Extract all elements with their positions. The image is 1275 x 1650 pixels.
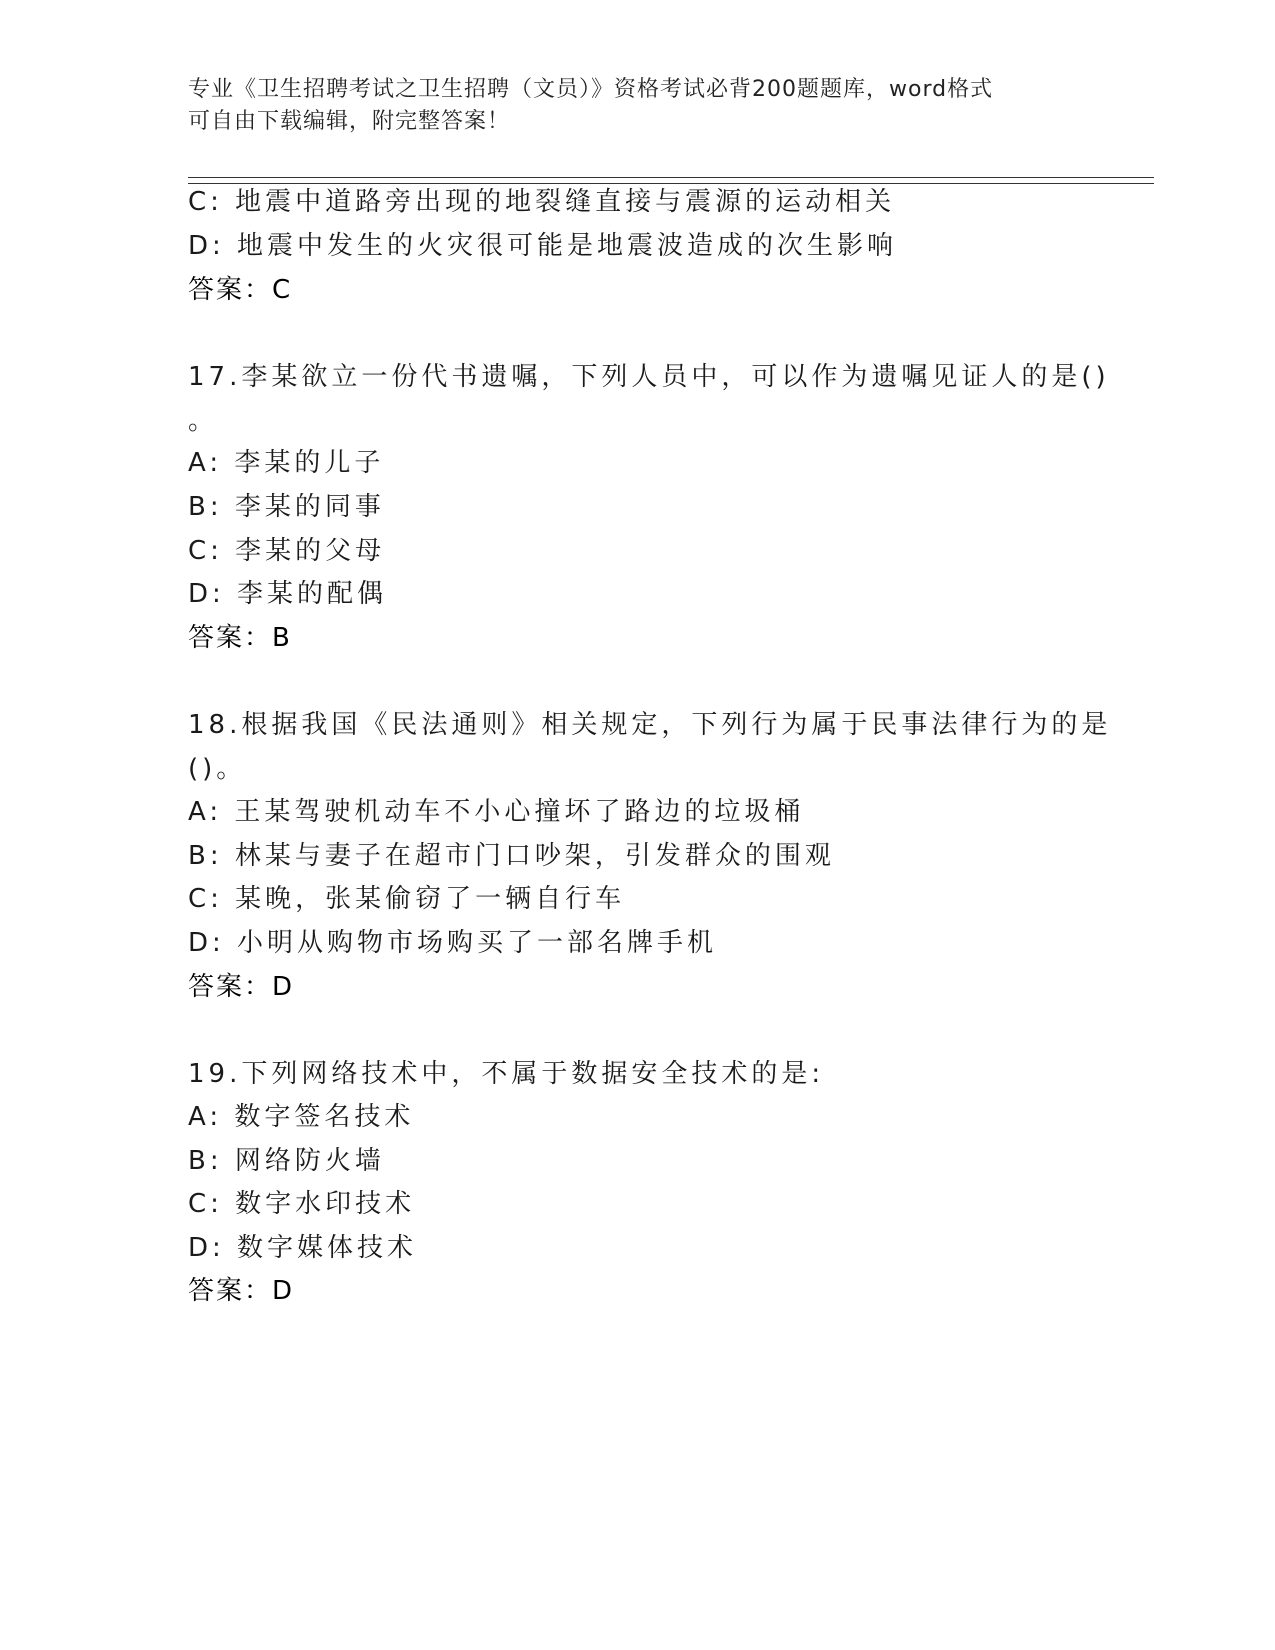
q18-option-b: B: 林某与妻子在超市门口吵架，引发群众的围观 [188, 841, 835, 871]
q17-option-b: B: 李某的同事 [188, 492, 385, 522]
header-line-1: 专业《卫生招聘考试之卫生招聘（文员）》资格考试必背200题题库，word格式 [188, 77, 994, 102]
q16-answer: 答案：C [188, 275, 293, 305]
q17-stem: 17.李某欲立一份代书遗嘱，下列人员中，可以作为遗嘱见证人的是() [188, 362, 1110, 392]
q19-option-c: C: 数字水印技术 [188, 1189, 416, 1219]
header-line-2: 可自由下载编辑，附完整答案！ [188, 109, 511, 134]
q19-option-a: A: 数字签名技术 [188, 1102, 415, 1132]
q16-option-d: D: 地震中发生的火灾很可能是地震波造成的次生影响 [188, 231, 898, 261]
q17-stem-continued: 。 [188, 406, 219, 436]
header-divider-top [188, 177, 1154, 178]
q18-stem-continued: ()。 [188, 754, 247, 784]
q18-answer: 答案：D [188, 972, 295, 1002]
q18-option-a: A: 王某驾驶机动车不小心撞坏了路边的垃圾桶 [188, 797, 805, 827]
q19-stem: 19.下列网络技术中，不属于数据安全技术的是: [188, 1059, 825, 1089]
q16-option-c: C: 地震中道路旁出现的地裂缝直接与震源的运动相关 [188, 187, 896, 217]
q17-option-c: C: 李某的父母 [188, 536, 386, 566]
q18-option-d: D: 小明从购物市场购买了一部名牌手机 [188, 928, 718, 958]
q18-option-c: C: 某晚，张某偷窃了一辆自行车 [188, 884, 626, 914]
q19-answer: 答案：D [188, 1276, 295, 1306]
document-header [188, 74, 1068, 138]
q19-option-d: D: 数字媒体技术 [188, 1233, 418, 1263]
header-divider-bottom [188, 183, 1154, 184]
q18-stem: 18.根据我国《民法通则》相关规定，下列行为属于民事法律行为的是 [188, 710, 1112, 740]
q19-option-b: B: 网络防火墙 [188, 1146, 385, 1176]
q17-option-a: A: 李某的儿子 [188, 448, 385, 478]
q17-option-d: D: 李某的配偶 [188, 579, 388, 609]
q17-answer: 答案：B [188, 623, 292, 653]
